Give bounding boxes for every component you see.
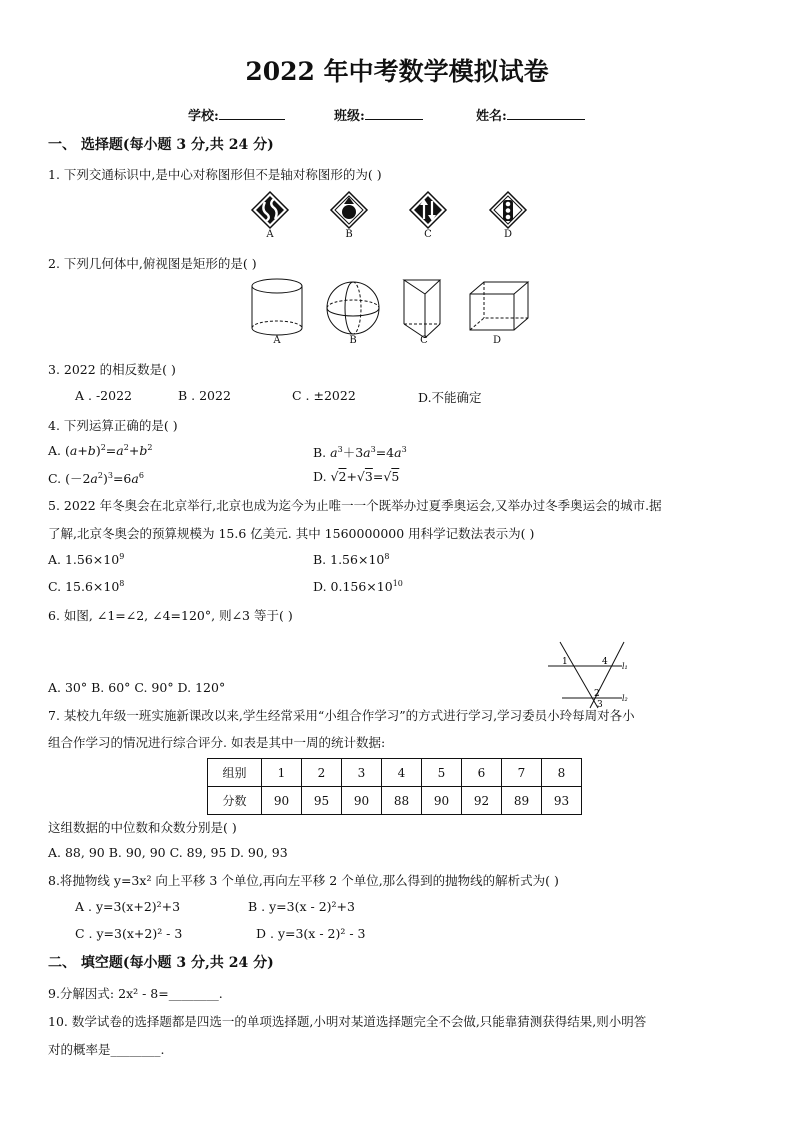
table-cell: 92 xyxy=(462,787,502,815)
sphere-icon xyxy=(327,282,379,334)
traffic-sign-a-icon xyxy=(252,192,288,228)
question-7-after: 这组数据的中位数和众数分别是( ) xyxy=(48,820,237,835)
table-cell: 90 xyxy=(422,787,462,815)
angle-3-label: 3 xyxy=(597,700,603,710)
table-cell: 5 xyxy=(422,759,462,787)
question-10-line-2: 对的概率是________. xyxy=(48,1042,165,1057)
table-cell: 7 xyxy=(502,759,542,787)
parallel-lines-figure xyxy=(540,636,640,712)
traffic-sign-d-icon xyxy=(490,192,526,228)
question-1: 1. 下列交通标识中,是中心对称图形但不是轴对称图形的为( ) xyxy=(48,167,382,182)
section-1-heading: 一、 选择题(每小题 3 分,共 24 分) xyxy=(48,137,274,153)
q3-option-b: B . 2022 xyxy=(178,388,231,403)
table-cell: 90 xyxy=(262,787,302,815)
triangular-prism-icon xyxy=(404,280,440,338)
q8-option-c: C . y=3(x+2)² - 3 xyxy=(75,926,183,941)
question-9: 9.分解因式: 2x² - 8=________. xyxy=(48,986,223,1001)
question-8: 8.将抛物线 y=3x² 向上平移 3 个单位,再向左平移 2 个单位,那么得到的抛物线的解析式为( ) xyxy=(48,873,559,888)
q7-options: A. 88, 90 B. 90, 90 C. 89, 95 D. 90, 93 xyxy=(48,845,288,860)
table-row xyxy=(208,787,582,815)
table-header: 组别 xyxy=(208,759,262,787)
class-label: 班级: xyxy=(334,109,365,124)
cylinder-icon xyxy=(252,279,302,335)
q6-options: A. 30° B. 60° C. 90° D. 120° xyxy=(48,680,226,695)
table-cell: 88 xyxy=(382,787,422,815)
angle-4-label: 4 xyxy=(602,657,608,667)
q3-option-c: C . ±2022 xyxy=(292,388,356,403)
traffic-sign-b-icon xyxy=(331,192,367,228)
name-blank[interactable] xyxy=(507,108,585,120)
q8-option-a: A . y=3(x+2)²+3 xyxy=(75,899,181,914)
table-cell: 89 xyxy=(502,787,542,815)
q5-option-d: D. $0.156\times 10^{10}$ xyxy=(313,579,403,594)
table-row xyxy=(208,759,582,787)
question-10-line-1: 10. 数学试卷的选择题都是四选一的单项选择题,小明对某道选择题完全不会做,只能靠猜测获得结果,则小明答 xyxy=(48,1014,647,1029)
q4-option-d: D. √2+√3=√5 xyxy=(313,469,400,484)
question-7-line-2: 组合作学习的情况进行综合评分. 如表是其中一周的统计数据: xyxy=(48,735,386,750)
table-header: 分数 xyxy=(208,787,262,815)
name-field xyxy=(476,105,585,124)
q2-label-a: A xyxy=(273,335,281,346)
q2-label-b: B xyxy=(349,335,357,346)
table-cell: 93 xyxy=(542,787,582,815)
line-l2-label: l₂ xyxy=(622,694,628,703)
traffic-signs-figure xyxy=(240,188,540,246)
q2-label-d: D xyxy=(492,335,502,346)
q4-option-c: C. $(-2a^2)^3=6a^6$ xyxy=(48,471,144,486)
angle-1-label: 1 xyxy=(562,657,568,667)
page-title: 2022 年中考数学模拟试卷 xyxy=(245,57,549,86)
question-5-line-2: 了解,北京冬奥会的预算规模为 15.6 亿美元. 其中 1560000000 用科学记数法表示为( ) xyxy=(48,526,535,541)
q5-option-b: B. $1.56\times 10^8$ xyxy=(313,552,390,567)
school-field xyxy=(188,105,285,124)
q1-label-c: C xyxy=(424,229,432,240)
q1-label-d: D xyxy=(503,229,513,240)
section-2-heading: 二、 填空题(每小题 3 分,共 24 分) xyxy=(48,955,274,971)
table-cell: 6 xyxy=(462,759,502,787)
q4-option-b: B. $a^3+3a^3=4a^3$ xyxy=(313,445,407,460)
score-table xyxy=(207,758,582,815)
table-cell: 4 xyxy=(382,759,422,787)
q1-label-b: B xyxy=(345,229,353,240)
q8-option-b: B . y=3(x - 2)²+3 xyxy=(248,899,355,914)
q3-option-a: A . -2022 xyxy=(75,388,132,403)
q3-option-d: D.不能确定 xyxy=(418,390,482,405)
table-cell: 1 xyxy=(262,759,302,787)
q1-label-a: A xyxy=(266,229,274,240)
question-4: 4. 下列运算正确的是( ) xyxy=(48,418,178,433)
line-l1-label: l₁ xyxy=(622,662,628,671)
class-blank[interactable] xyxy=(365,108,423,120)
q4-option-a: A. $(a+b)^2=a^2+b^2$ xyxy=(48,443,153,458)
school-blank[interactable] xyxy=(219,108,285,120)
name-label: 姓名: xyxy=(476,109,507,124)
q5-option-c: C. $15.6\times 10^8$ xyxy=(48,579,125,594)
school-label: 学校: xyxy=(188,109,219,124)
q8-option-d: D . y=3(x - 2)² - 3 xyxy=(256,926,366,941)
question-3: 3. 2022 的相反数是( ) xyxy=(48,362,176,377)
traffic-sign-c-icon xyxy=(410,192,446,228)
question-2: 2. 下列几何体中,俯视图是矩形的是( ) xyxy=(48,256,257,271)
angle-2-label: 2 xyxy=(594,689,600,699)
question-6: 6. 如图, ∠1=∠2, ∠4=120°, 则∠3 等于( ) xyxy=(48,608,293,623)
class-field xyxy=(334,105,423,124)
table-cell: 8 xyxy=(542,759,582,787)
cuboid-icon xyxy=(470,282,528,330)
table-cell: 2 xyxy=(302,759,342,787)
solids-figure xyxy=(240,276,540,338)
table-cell: 95 xyxy=(302,787,342,815)
table-cell: 90 xyxy=(342,787,382,815)
table-cell: 3 xyxy=(342,759,382,787)
question-7-line-1: 7. 某校九年级一班实施新课改以来,学生经常采用“小组合作学习”的方式进行学习,学习委员小玲每周对各小 xyxy=(48,708,635,723)
q2-label-c: C xyxy=(420,335,428,346)
question-5-line-1: 5. 2022 年冬奥会在北京举行,北京也成为迄今为止唯一一个既举办过夏季奥运会,又举办过冬季奥运会的城市.据 xyxy=(48,498,662,513)
q5-option-a: A. $1.56\times 10^9$ xyxy=(48,552,125,567)
